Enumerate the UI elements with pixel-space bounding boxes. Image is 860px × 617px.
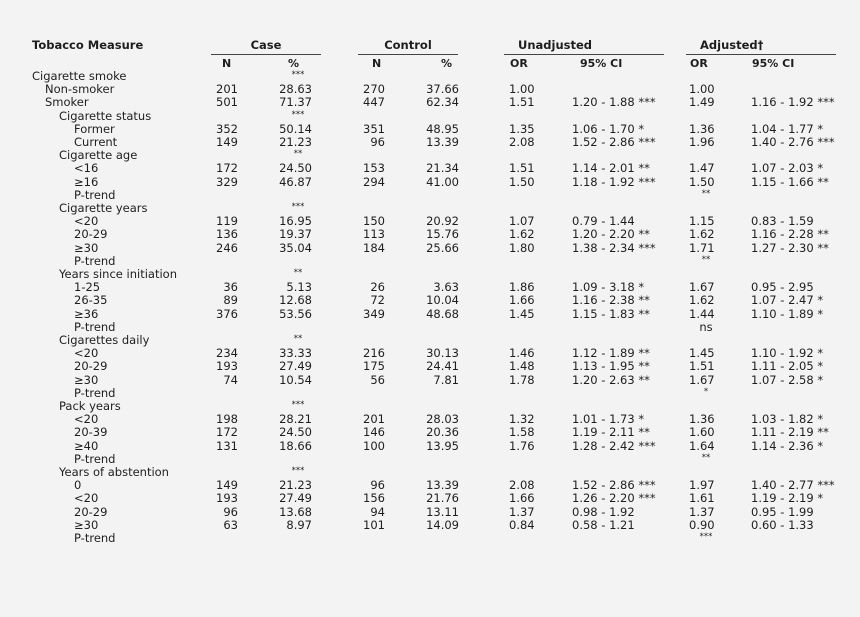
adjusted-ci-cell: 1.40 - 2.76 ***: [751, 135, 835, 149]
adjusted-or-cell: 1.00: [689, 82, 715, 97]
adjusted-or-cell: 1.50: [689, 174, 715, 189]
adjusted-ci-cell: 1.11 - 2.19 **: [751, 425, 829, 440]
case-significance-marker: ***: [291, 466, 305, 476]
row-label: ≥30: [74, 517, 99, 532]
adjusted-or-cell: 1.97: [689, 478, 715, 493]
case-pct-cell: 24.50: [279, 425, 312, 440]
row-label: P-trend: [74, 531, 116, 545]
control-pct-cell: 48.95: [426, 121, 459, 136]
control-pct-cell: 28.03: [426, 412, 459, 427]
row-label: ≥36: [74, 306, 99, 321]
unadjusted-or-cell: 1.35: [509, 121, 535, 136]
row-label: ≥16: [74, 174, 99, 189]
row-label: Former: [74, 121, 115, 136]
case-pct-cell: 5.13: [286, 280, 312, 295]
unadjusted-or-cell: 1.51: [509, 95, 535, 110]
case-n-cell: 131: [216, 438, 238, 453]
case-pct-cell: 21.23: [279, 135, 312, 149]
row-label: <20: [74, 412, 99, 427]
control-pct-cell: 41.00: [426, 174, 459, 189]
row-label: 20-39: [74, 425, 108, 440]
case-n-cell: 234: [216, 346, 238, 361]
unadjusted-ci-cell: 0.79 - 1.44: [572, 214, 635, 229]
control-pct-cell: 14.09: [426, 517, 459, 532]
adjusted-or-cell: 1.60: [689, 425, 715, 440]
unadjusted-ci-cell: 1.19 - 2.11 **: [572, 425, 650, 440]
adjusted-ci-cell: 1.40 - 2.77 ***: [751, 478, 835, 493]
control-pct-cell: 13.39: [426, 478, 459, 493]
control-pct-cell: 10.04: [426, 293, 459, 308]
adjusted-trend-marker: *: [703, 386, 709, 397]
header-adjusted: Adjusted†: [700, 38, 764, 52]
row-label: Cigarette smoke: [32, 69, 127, 83]
unadjusted-ci-cell: 1.38 - 2.34 ***: [572, 240, 656, 255]
unadjusted-or-cell: 1.76: [509, 438, 535, 453]
adjusted-ci-cell: 1.11 - 2.05 *: [751, 359, 824, 374]
row-label: <20: [74, 214, 99, 229]
control-n-cell: 447: [363, 95, 385, 110]
unadjusted-ci-cell: 1.20 - 1.88 ***: [572, 95, 656, 110]
case-pct-cell: 8.97: [286, 517, 312, 532]
adjusted-or-cell: 1.36: [689, 121, 715, 136]
case-n-cell: 329: [216, 174, 238, 189]
adjusted-ci-cell: 0.60 - 1.33: [751, 517, 814, 532]
adjusted-or-cell: 1.67: [689, 280, 715, 295]
case-pct-cell: 71.37: [279, 95, 312, 110]
case-n-cell: 36: [223, 280, 238, 295]
adjusted-or-cell: 1.44: [689, 306, 715, 321]
adjusted-or-cell: 1.96: [689, 135, 715, 149]
rule-case: [211, 54, 321, 55]
control-n-cell: 351: [363, 121, 385, 136]
case-n-cell: 149: [216, 135, 238, 149]
case-n-cell: 96: [223, 504, 238, 519]
case-n-cell: 198: [216, 412, 238, 427]
control-n-cell: 96: [370, 478, 385, 493]
unadjusted-ci-cell: 1.28 - 2.42 ***: [572, 438, 656, 453]
case-pct-cell: 10.54: [279, 372, 312, 387]
case-n-cell: 201: [216, 82, 238, 97]
case-n-cell: 352: [216, 121, 238, 136]
case-pct-cell: 16.95: [279, 214, 312, 229]
adjusted-ci-cell: 0.95 - 2.95: [751, 280, 814, 295]
case-pct-cell: 24.50: [279, 161, 312, 176]
case-n-cell: 246: [216, 240, 238, 255]
control-pct-cell: 62.34: [426, 95, 459, 110]
unadjusted-ci-cell: 1.14 - 2.01 **: [572, 161, 650, 176]
adjusted-or-cell: 1.62: [689, 293, 715, 308]
subheader-unadjusted-ci: 95% CI: [580, 57, 623, 70]
row-label: P-trend: [74, 385, 116, 400]
case-pct-cell: 35.04: [279, 240, 312, 255]
case-significance-marker: ***: [291, 70, 305, 80]
case-n-cell: 63: [223, 517, 238, 532]
adjusted-or-cell: 1.47: [689, 161, 715, 176]
adjusted-or-cell: 1.15: [689, 214, 715, 229]
control-pct-cell: 21.76: [426, 491, 459, 506]
control-n-cell: 113: [363, 227, 385, 242]
header-control: Control: [384, 38, 432, 52]
case-significance-marker: ***: [291, 202, 305, 212]
row-label: P-trend: [74, 253, 116, 268]
control-pct-cell: 37.66: [426, 82, 459, 97]
case-n-cell: 376: [216, 306, 238, 321]
control-pct-cell: 21.34: [426, 161, 459, 176]
control-n-cell: 100: [363, 438, 385, 453]
subheader-adjusted-ci: 95% CI: [752, 57, 795, 70]
adjusted-ci-cell: 1.07 - 2.47 *: [751, 293, 824, 308]
row-label: 20-29: [74, 359, 108, 374]
control-pct-cell: 24.41: [426, 359, 459, 374]
adjusted-ci-cell: 1.16 - 1.92 ***: [751, 95, 835, 110]
row-label: 26-35: [74, 293, 108, 308]
row-label: ≥40: [74, 438, 99, 453]
row-label: Cigarettes daily: [59, 333, 150, 347]
case-pct-cell: 50.14: [279, 121, 312, 136]
unadjusted-ci-cell: 0.98 - 1.92: [572, 504, 635, 519]
unadjusted-ci-cell: 1.06 - 1.70 *: [572, 121, 645, 136]
subheader-case-pct: %: [288, 57, 300, 70]
case-pct-cell: 28.63: [279, 82, 312, 97]
control-pct-cell: 13.11: [426, 504, 459, 519]
row-label: Years since initiation: [59, 267, 177, 281]
case-pct-cell: 19.37: [279, 227, 312, 242]
row-label: <20: [74, 491, 99, 506]
adjusted-or-cell: 1.67: [689, 372, 715, 387]
unadjusted-or-cell: 1.48: [509, 359, 535, 374]
control-n-cell: 201: [363, 412, 385, 427]
case-n-cell: 501: [216, 95, 238, 110]
adjusted-ci-cell: 1.27 - 2.30 **: [751, 240, 829, 255]
unadjusted-ci-cell: 1.52 - 2.86 ***: [572, 135, 656, 149]
adjusted-or-cell: 1.49: [689, 95, 715, 110]
unadjusted-or-cell: 1.51: [509, 161, 535, 176]
control-n-cell: 96: [370, 135, 385, 149]
row-label: Current: [74, 135, 118, 149]
row-label: ≥30: [74, 372, 99, 387]
unadjusted-ci-cell: 1.20 - 2.20 **: [572, 227, 650, 242]
adjusted-ci-cell: 1.07 - 2.03 *: [751, 161, 824, 176]
case-significance-marker: ***: [291, 400, 305, 410]
row-label: Cigarette status: [59, 108, 152, 123]
unadjusted-or-cell: 1.66: [509, 491, 535, 506]
control-n-cell: 101: [363, 517, 385, 532]
adjusted-or-cell: 1.71: [689, 240, 715, 255]
adjusted-trend-marker: ***: [699, 532, 713, 542]
unadjusted-or-cell: 1.07: [509, 214, 535, 229]
header-tobacco-measure: Tobacco Measure: [32, 38, 144, 52]
adjusted-or-cell: 1.37: [689, 504, 715, 519]
control-n-cell: 72: [370, 293, 385, 308]
adjusted-or-cell: 0.90: [689, 517, 715, 532]
case-pct-cell: 18.66: [279, 438, 312, 453]
unadjusted-ci-cell: 1.13 - 1.95 **: [572, 359, 650, 374]
adjusted-ci-cell: 1.10 - 1.89 *: [751, 306, 824, 321]
adjusted-or-cell: 1.36: [689, 412, 715, 427]
row-label: Smoker: [45, 95, 89, 110]
case-pct-cell: 21.23: [279, 478, 312, 493]
adjusted-ci-cell: 0.95 - 1.99: [751, 504, 814, 519]
adjusted-or-cell: 1.51: [689, 359, 715, 374]
adjusted-trend-marker: **: [701, 254, 711, 265]
case-n-cell: 119: [216, 214, 238, 229]
control-n-cell: 184: [363, 240, 385, 255]
case-n-cell: 172: [216, 161, 238, 176]
unadjusted-ci-cell: 1.20 - 2.63 **: [572, 372, 650, 387]
case-n-cell: 136: [216, 227, 238, 242]
adjusted-ci-cell: 1.16 - 2.28 **: [751, 227, 829, 242]
case-pct-cell: 27.49: [279, 491, 312, 506]
case-n-cell: 149: [216, 478, 238, 493]
control-pct-cell: 15.76: [426, 227, 459, 242]
unadjusted-or-cell: 1.86: [509, 280, 535, 295]
control-n-cell: 56: [370, 372, 385, 387]
rule-unadjusted: [504, 54, 664, 55]
unadjusted-or-cell: 2.08: [509, 478, 535, 493]
row-label: Cigarette age: [59, 148, 138, 163]
rule-adjusted: [686, 54, 836, 55]
case-n-cell: 172: [216, 425, 238, 440]
control-n-cell: 294: [363, 174, 385, 189]
control-pct-cell: 48.68: [426, 306, 459, 321]
adjusted-or-cell: 1.64: [689, 438, 715, 453]
subheader-control-n: N: [372, 57, 382, 70]
row-label: Years of abstention: [59, 465, 169, 479]
unadjusted-ci-cell: 1.16 - 2.38 **: [572, 293, 650, 308]
case-n-cell: 89: [223, 293, 238, 308]
case-n-cell: 193: [216, 491, 238, 506]
adjusted-ci-cell: 1.15 - 1.66 **: [751, 174, 829, 189]
row-label: ≥30: [74, 240, 99, 255]
adjusted-ci-cell: 1.03 - 1.82 *: [751, 412, 824, 427]
control-n-cell: 216: [363, 346, 385, 361]
unadjusted-or-cell: 1.37: [509, 504, 535, 519]
case-pct-cell: 27.49: [279, 359, 312, 374]
adjusted-ci-cell: 1.10 - 1.92 *: [751, 346, 824, 361]
adjusted-ci-cell: 1.14 - 2.36 *: [751, 438, 824, 453]
control-n-cell: 146: [363, 425, 385, 440]
case-pct-cell: 46.87: [279, 174, 312, 189]
control-n-cell: 26: [370, 280, 385, 295]
unadjusted-ci-cell: 1.15 - 1.83 **: [572, 306, 650, 321]
adjusted-or-cell: 1.62: [689, 227, 715, 242]
row-label: 20-29: [74, 227, 108, 242]
control-pct-cell: 30.13: [426, 346, 459, 361]
unadjusted-or-cell: 0.84: [509, 517, 535, 532]
row-label: <20: [74, 346, 99, 361]
control-pct-cell: 13.95: [426, 438, 459, 453]
row-label: 0: [74, 478, 82, 493]
control-n-cell: 153: [363, 161, 385, 176]
unadjusted-or-cell: 1.50: [509, 174, 535, 189]
row-label: P-trend: [74, 319, 116, 334]
case-pct-cell: 28.21: [279, 412, 312, 427]
row-label: Non-smoker: [45, 82, 115, 97]
adjusted-or-cell: ns: [699, 319, 713, 334]
subheader-control-pct: %: [441, 57, 453, 70]
unadjusted-or-cell: 1.78: [509, 372, 535, 387]
row-label: 1-25: [74, 280, 101, 295]
case-pct-cell: 12.68: [279, 293, 312, 308]
unadjusted-or-cell: 1.58: [509, 425, 535, 440]
rule-control: [358, 54, 458, 55]
case-significance-marker: **: [293, 149, 303, 160]
control-pct-cell: 25.66: [426, 240, 459, 255]
control-pct-cell: 3.63: [433, 280, 459, 295]
control-n-cell: 175: [363, 359, 385, 374]
adjusted-trend-marker: **: [701, 452, 711, 463]
control-n-cell: 270: [363, 82, 385, 97]
unadjusted-ci-cell: 1.09 - 3.18 *: [572, 280, 645, 295]
unadjusted-or-cell: 1.00: [509, 82, 535, 97]
unadjusted-ci-cell: 1.12 - 1.89 **: [572, 346, 650, 361]
adjusted-or-cell: 1.61: [689, 491, 715, 506]
adjusted-or-cell: 1.45: [689, 346, 715, 361]
unadjusted-or-cell: 1.45: [509, 306, 535, 321]
case-pct-cell: 33.33: [279, 346, 312, 361]
row-label: Cigarette years: [59, 201, 148, 215]
unadjusted-or-cell: 1.46: [509, 346, 535, 361]
adjusted-ci-cell: 1.19 - 2.19 *: [751, 491, 824, 506]
case-pct-cell: 53.56: [279, 306, 312, 321]
header-unadjusted: Unadjusted: [518, 38, 593, 52]
control-n-cell: 150: [363, 214, 385, 229]
unadjusted-ci-cell: 1.18 - 1.92 ***: [572, 174, 656, 189]
unadjusted-ci-cell: 0.58 - 1.21: [572, 517, 635, 532]
adjusted-trend-marker: **: [701, 188, 711, 199]
unadjusted-or-cell: 1.32: [509, 412, 535, 427]
row-label: P-trend: [74, 187, 116, 202]
row-label: 20-29: [74, 504, 108, 519]
header-case: Case: [250, 38, 282, 52]
row-label: Pack years: [59, 399, 121, 413]
control-n-cell: 94: [370, 504, 385, 519]
unadjusted-or-cell: 2.08: [509, 135, 535, 149]
control-pct-cell: 7.81: [433, 372, 459, 387]
subheader-unadjusted-or: OR: [510, 57, 528, 70]
case-significance-marker: ***: [291, 109, 305, 120]
subheader-adjusted-or: OR: [690, 57, 708, 70]
case-significance-marker: **: [293, 334, 303, 344]
row-label: <16: [74, 161, 99, 176]
unadjusted-ci-cell: 1.01 - 1.73 *: [572, 412, 645, 427]
control-n-cell: 349: [363, 306, 385, 321]
unadjusted-ci-cell: 1.52 - 2.86 ***: [572, 478, 656, 493]
adjusted-ci-cell: 0.83 - 1.59: [751, 214, 814, 229]
case-n-cell: 193: [216, 359, 238, 374]
control-n-cell: 156: [363, 491, 385, 506]
unadjusted-ci-cell: 1.26 - 2.20 ***: [572, 491, 656, 506]
case-significance-marker: **: [293, 268, 303, 278]
row-label: P-trend: [74, 451, 116, 466]
unadjusted-or-cell: 1.66: [509, 293, 535, 308]
unadjusted-or-cell: 1.80: [509, 240, 535, 255]
case-pct-cell: 13.68: [279, 504, 312, 519]
adjusted-ci-cell: 1.07 - 2.58 *: [751, 372, 824, 387]
control-pct-cell: 20.36: [426, 425, 459, 440]
unadjusted-or-cell: 1.62: [509, 227, 535, 242]
adjusted-ci-cell: 1.04 - 1.77 *: [751, 121, 824, 136]
control-pct-cell: 20.92: [426, 214, 459, 229]
subheader-case-n: N: [222, 57, 232, 70]
case-n-cell: 74: [223, 372, 238, 387]
control-pct-cell: 13.39: [426, 135, 459, 149]
